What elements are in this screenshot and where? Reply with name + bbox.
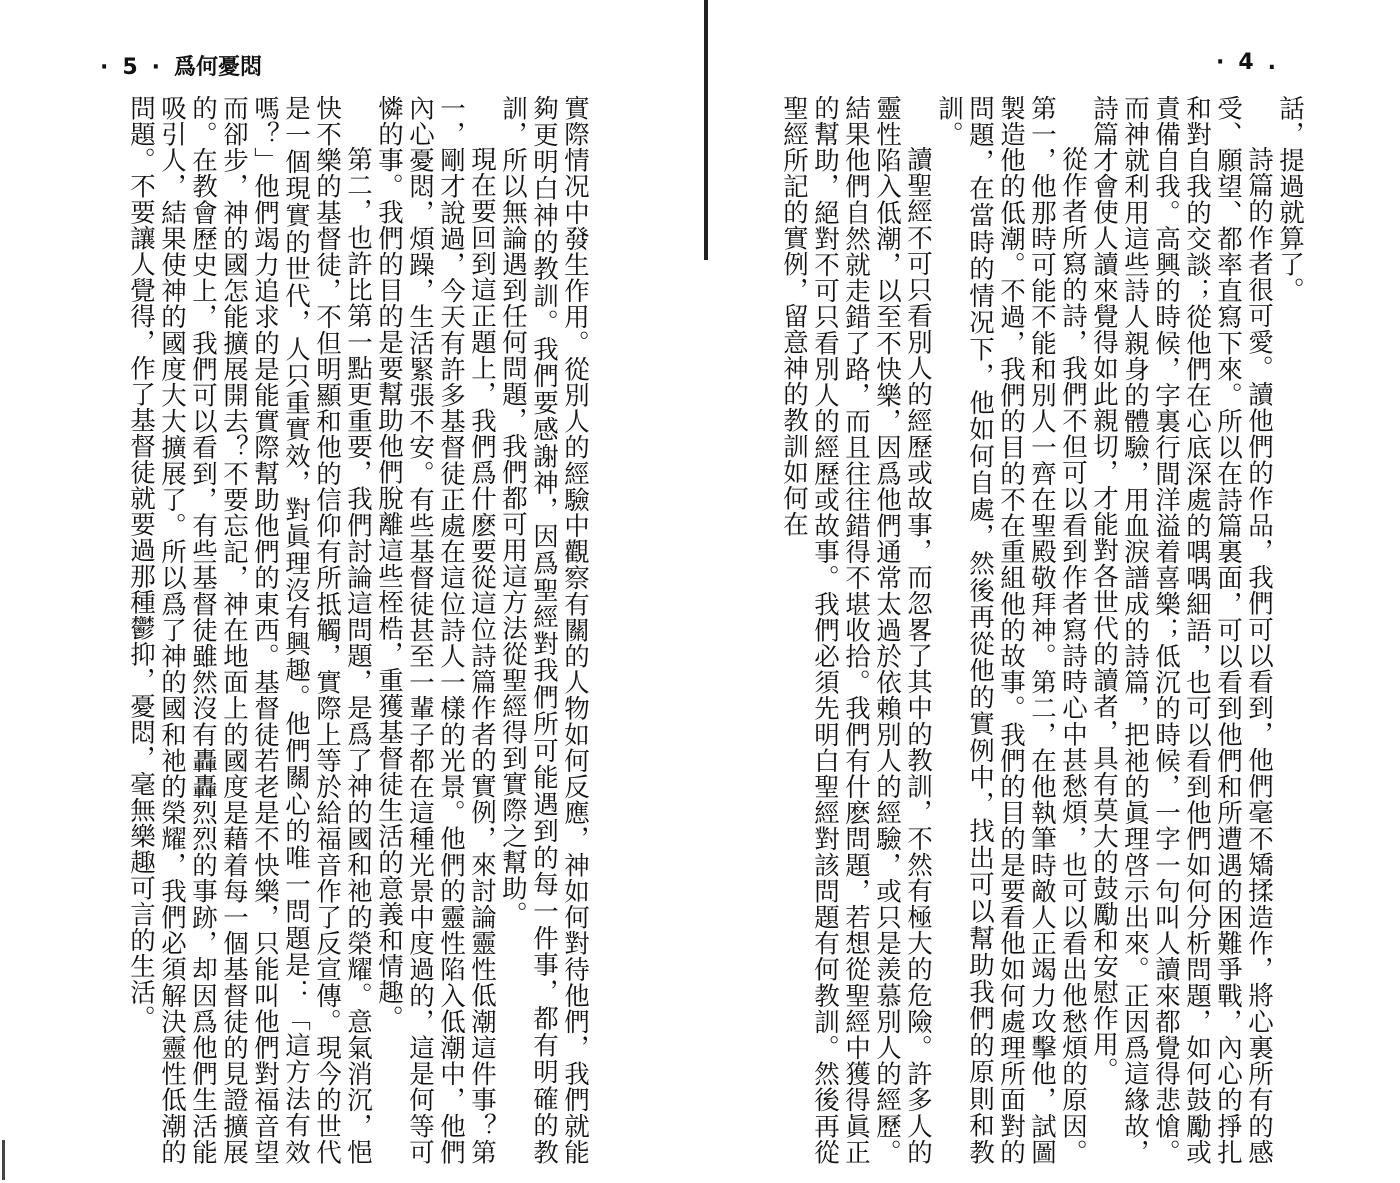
chapter-title: 爲何憂悶 [174, 55, 263, 80]
right-paragraph-1: 話，提過就算了。 [1275, 95, 1305, 303]
left-paragraph-1: 實際情况中發生作用。從別人的經驗中觀察有關的人物如何反應，神如何對待他們，我們就能夠更明白神的教訓。我們要感謝神，因爲聖經對我們所可能遇到的每一件事，都有明確的教訓，所以無論遇到任何問題，我們都可用這方法從聖經得到實際之幫助。 [498, 95, 590, 1165]
left-folio-dot-after: · [151, 55, 161, 80]
right-paragraph-4: 讀聖經不可只看別人的經歷或故事，而忽畧了其中的教訓，不然有極大的危險。許多人的靈性陷入低潮，以至不快樂，因爲他們通常太過於依賴別人的經驗，或只是羨慕別人的經歷。結果他們自然就走錯了路，而且往往錯得不堪收拾。我們有什麽問題，若想從聖經中獲得眞正的幫助，絕對不可只看別人的經歷或故事。我們必須先明白聖經對該問題有何教訓。然後再從聖經所記的實例，留意神的教訓如何在 [779, 95, 933, 1165]
right-text-column [779, 95, 1305, 1165]
left-text-column [100, 95, 590, 1165]
right-folio-dot-after: . [1267, 50, 1276, 75]
right-folio-dot-before: · [1215, 50, 1225, 75]
left-running-head [100, 50, 276, 80]
left-paragraph-2: 現在要回到這正題上，我們爲什麽要從這位詩篇作者的實例，來討論靈性低潮這件事？第一，剛才說過，今天有許多基督徒正處在這位詩人一樣的光景。他們的靈性陷入低潮中，他們內心憂悶，煩躁，生活緊張不安。有些基督徒甚至一輩子都在這種光景中度過的，這是何等可憐的事。我們的目的是要幫助他們脫離這些桎梏，重獲基督徒生活的意義和情趣。 [374, 95, 497, 1165]
right-paragraph-2: 詩篇的作者很可愛。讀他們的作品，我們可以看到，他們毫不矯揉造作，將心裏所有的感受、願望、都率直寫下來。所以在詩篇裏面，可以看到他們和所遭遇的困難爭戰，內心的掙扎和對自我的交談；從他們在心底深處的喁喁細語，也可以看到他們如何分析問題，如何鼓勵或責備自我。高興的時候，字裏行間洋溢着喜樂；低沉的時候，一字一句叫人讀來都覺得悲愴。而神就利用這些詩人親身的體驗，用血淚譜成的詩篇，把祂的眞理啓示出來。正因爲這緣故，詩篇才會使人讀來覺得如此親切，才能對各世代的讀者，具有莫大的鼓勵和安慰作用。 [1089, 95, 1274, 1165]
right-running-head [1216, 50, 1290, 80]
right-paragraph-3: 從作者所寫的詩，我們不但可以看到作者寫詩時心中甚愁煩，也可以看出他愁煩的原因。第一，他那時可能不能和別人一齊在聖殿敬拜神。第二，在他執筆時敵人正竭力攻擊他，試圖製造他的低潮。不過，我們的目的不在重組他的故事。我們的目的是要看他如何處理所面對的問題，在當時的情况下，他如何自處，然後再從他的實例中，找出可以幫助我們的原則和教訓。 [934, 95, 1088, 1165]
left-page-number: 5 [122, 55, 138, 80]
right-page [700, 0, 1400, 1183]
left-folio-dot-before: · [100, 55, 109, 80]
right-page-number: 4 [1238, 50, 1254, 75]
left-paragraph-3: 第二，也許比第一點更重要，我們討論這問題，是爲了神的國和祂的榮耀。意氣消沉，悒快不樂的基督徒，不但明顯和他的信仰有所抵觸，實際上等於給福音作了反宣傳。現今的世代是一個現實的世代，人只重實效，對眞理沒有興趣。他們關心的唯一問題是：「這方法有效嗎？」他們竭力追求的是能實際幫助他們的東西。基督徒若老是不快樂，只能叫他們對福音望而卻步，神的國怎能擴展開去？不要忘記，神在地面上的國度是藉着每一個基督徒的見證擴展的。在教會歷史上，我們可以看到，有些基督徒雖然沒有轟轟烈烈的事跡，却因爲他們生活能吸引人，結果使神的國度大大擴展了。所以爲了神的國和祂的榮耀，我們必須解決靈性低潮的問題。不要讓人覺得，作了基督徒就要過那種鬱抑，憂悶，毫無樂趣可言的生活。 [126, 95, 373, 1165]
